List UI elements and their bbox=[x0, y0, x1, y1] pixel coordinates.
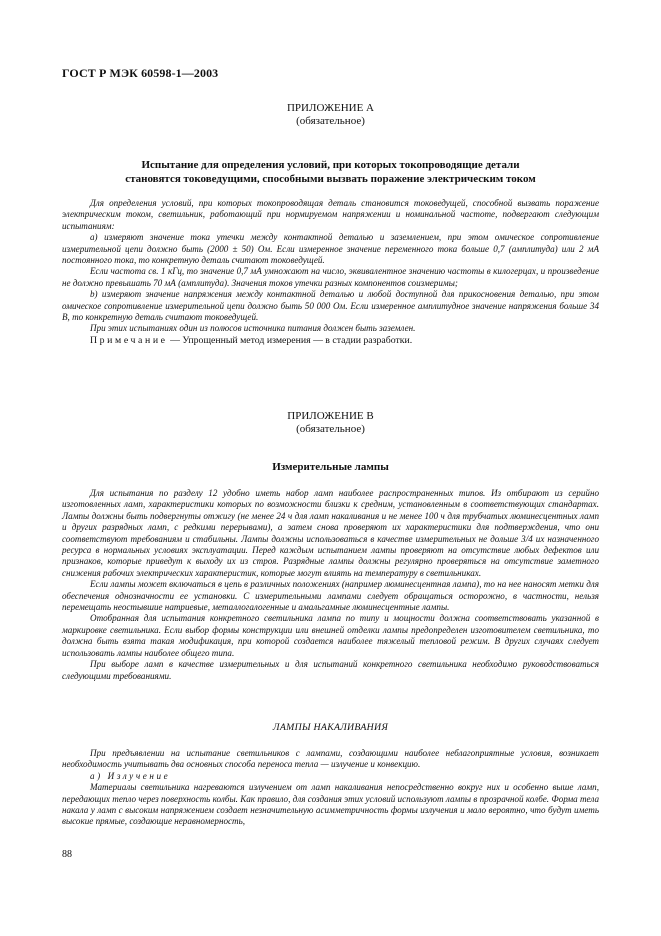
paragraph: Для определения условий, при которых токопроводящая деталь становится токоведущей, способной вызвать поражение электрическим током, светильник, работающий при нормируемом напряжении и номинальной частоте, подвергают следующим испытаниям: bbox=[62, 198, 599, 231]
note-text: — Упрощенный метод измерения — в стадии разработки. bbox=[167, 334, 413, 346]
appendix-a-heading bbox=[62, 158, 599, 186]
paragraph: Если частота св. 1 кГц, то значение 0,7 мА умножают на число, эквивалентное значению частоты в килогерцах, и произведение не должно превышать 70 мА (амплитуда). Значения токов утечки разных компонентов соизмеримы; bbox=[62, 266, 599, 288]
paragraph: При этих испытаниях один из полюсов источника питания должен быть заземлен. bbox=[90, 323, 416, 334]
paragraph: При предъявлении на испытание светильников с лампами, создающими наиболее неблагоприятные условия, возникает необходимость учитывать два основных способа переноса тепла — излучение и конвекцию. bbox=[62, 748, 599, 770]
paragraph: Материалы светильника нагреваются излучением от ламп накаливания непосредственно вокруг них и особенно выше ламп, передающих тепло через поверхность колбы. Как правило, для создания этих условий используют лампы в прозрачной колбе. Форма тела накала у ламп с высоким напряжением создает незначительную асимметричность формы излучения и мало вероятно, что будут иметь высокие прямые, создающие неравномерность, bbox=[62, 782, 599, 827]
paragraph: При выборе ламп в качестве измерительных и для испытаний конкретного светильника необходимо руководствоваться следующими требованиями. bbox=[62, 659, 599, 681]
item-label: а) Излучение bbox=[90, 770, 171, 781]
paragraph: а) измеряют значение тока утечки между контактной деталью и заземлением, при этом омическое сопротивление измерительной цепи должно быть (2000 ± 50) Ом. Если измеренное значение переменного тока больше 0,7 (амплитуда) или 2 мА постоянного тока, то конкретную деталь считают токоведущей. bbox=[62, 232, 599, 266]
appendix-a-heading-line2: становятся токоведущими, способными вызвать поражение электрическим током bbox=[125, 173, 536, 185]
paragraph: Отобранная для испытания конкретного светильника лампа по типу и мощности должна соответствовать указанной в маркировке светильника. Если выбор формы конструкции или внешней отделки лампы предопределен изготовителем светильника, то должна быть взята такая модификация, при которой создается наиболее тяжелый тепловой режим. В других случаях следует использовать лампы наиболее общего типа. bbox=[62, 613, 599, 658]
appendix-a-heading-line1: Испытание для определения условий, при которых токопроводящие детали bbox=[141, 159, 520, 171]
appendix-a-status: (обязательное) bbox=[296, 115, 365, 127]
paragraph: Если лампы может включаться в цепь в различных положениях (например люминесцентная лампа), то на нее наносят метки для обеспечения однозначности ее установки. С измерительными лампами следует обращаться осторожно, в частности, нельзя перемещать неостывшие натриевые, металлогалогенные и амальгамные люминесцентные лампы. bbox=[62, 579, 599, 613]
paragraph: Для испытания по разделу 12 удобно иметь набор ламп наиболее распространенных типов. Из отбирают из серийно изготовленных ламп, характеристики которых по возможности близки к средним, установленным в соответствующих стандартах. Лампы должны быть подвергнуты отжигу (не менее 24 ч для ламп накаливания и не менее 100 ч для трубчатых люминесцентных ламп и других разрядных ламп, с редкими перерывами), а затем снова проверяют их характеристики для подтверждения, что они соответствуют требованиям и стабильны. Лампы должны использоваться в качестве измерительных не дольше 3/4 их назначенного ресурса в нормальных условиях эксплуатации. Перед каждым испытанием лампы проверяют на отсутствие любых дефектов или признаков, которые приведут к выходу их из строя. Разрядные лампы должны регулярно проверяться на отсутствие заметного снижения рабочих электрических характеристик, которые могут влиять на температуру в светильниках. bbox=[62, 488, 599, 578]
appendix-b-body-2 bbox=[62, 748, 599, 828]
appendix-b-body bbox=[62, 488, 599, 682]
page-number: 88 bbox=[62, 849, 72, 860]
document-header: ГОСТ Р МЭК 60598-1—2003 bbox=[62, 66, 219, 80]
appendix-b-title-block bbox=[62, 410, 599, 436]
appendix-b-title: ПРИЛОЖЕНИЕ В bbox=[287, 410, 374, 422]
note-label: Примечание bbox=[90, 334, 168, 346]
appendix-a-body bbox=[62, 198, 599, 346]
paragraph: b) измеряют значение напряжения между контактной деталью и любой доступной для прикосновения деталью, при этом омическое сопротивление измерительной цепи должно быть 50 000 Ом. Если измеренное амплитудное значение напряжения больше 34 В, то конкретную деталь считают токоведущей. bbox=[62, 289, 599, 323]
appendix-b-heading: Измерительные лампы bbox=[272, 461, 389, 473]
appendix-a-title-block bbox=[62, 102, 599, 128]
incandescent-lamps-subheading: ЛАМПЫ НАКАЛИВАНИЯ bbox=[272, 722, 389, 733]
appendix-b-status: (обязательное) bbox=[296, 423, 365, 435]
appendix-a-title: ПРИЛОЖЕНИЕ А bbox=[286, 102, 374, 114]
note bbox=[62, 335, 599, 346]
